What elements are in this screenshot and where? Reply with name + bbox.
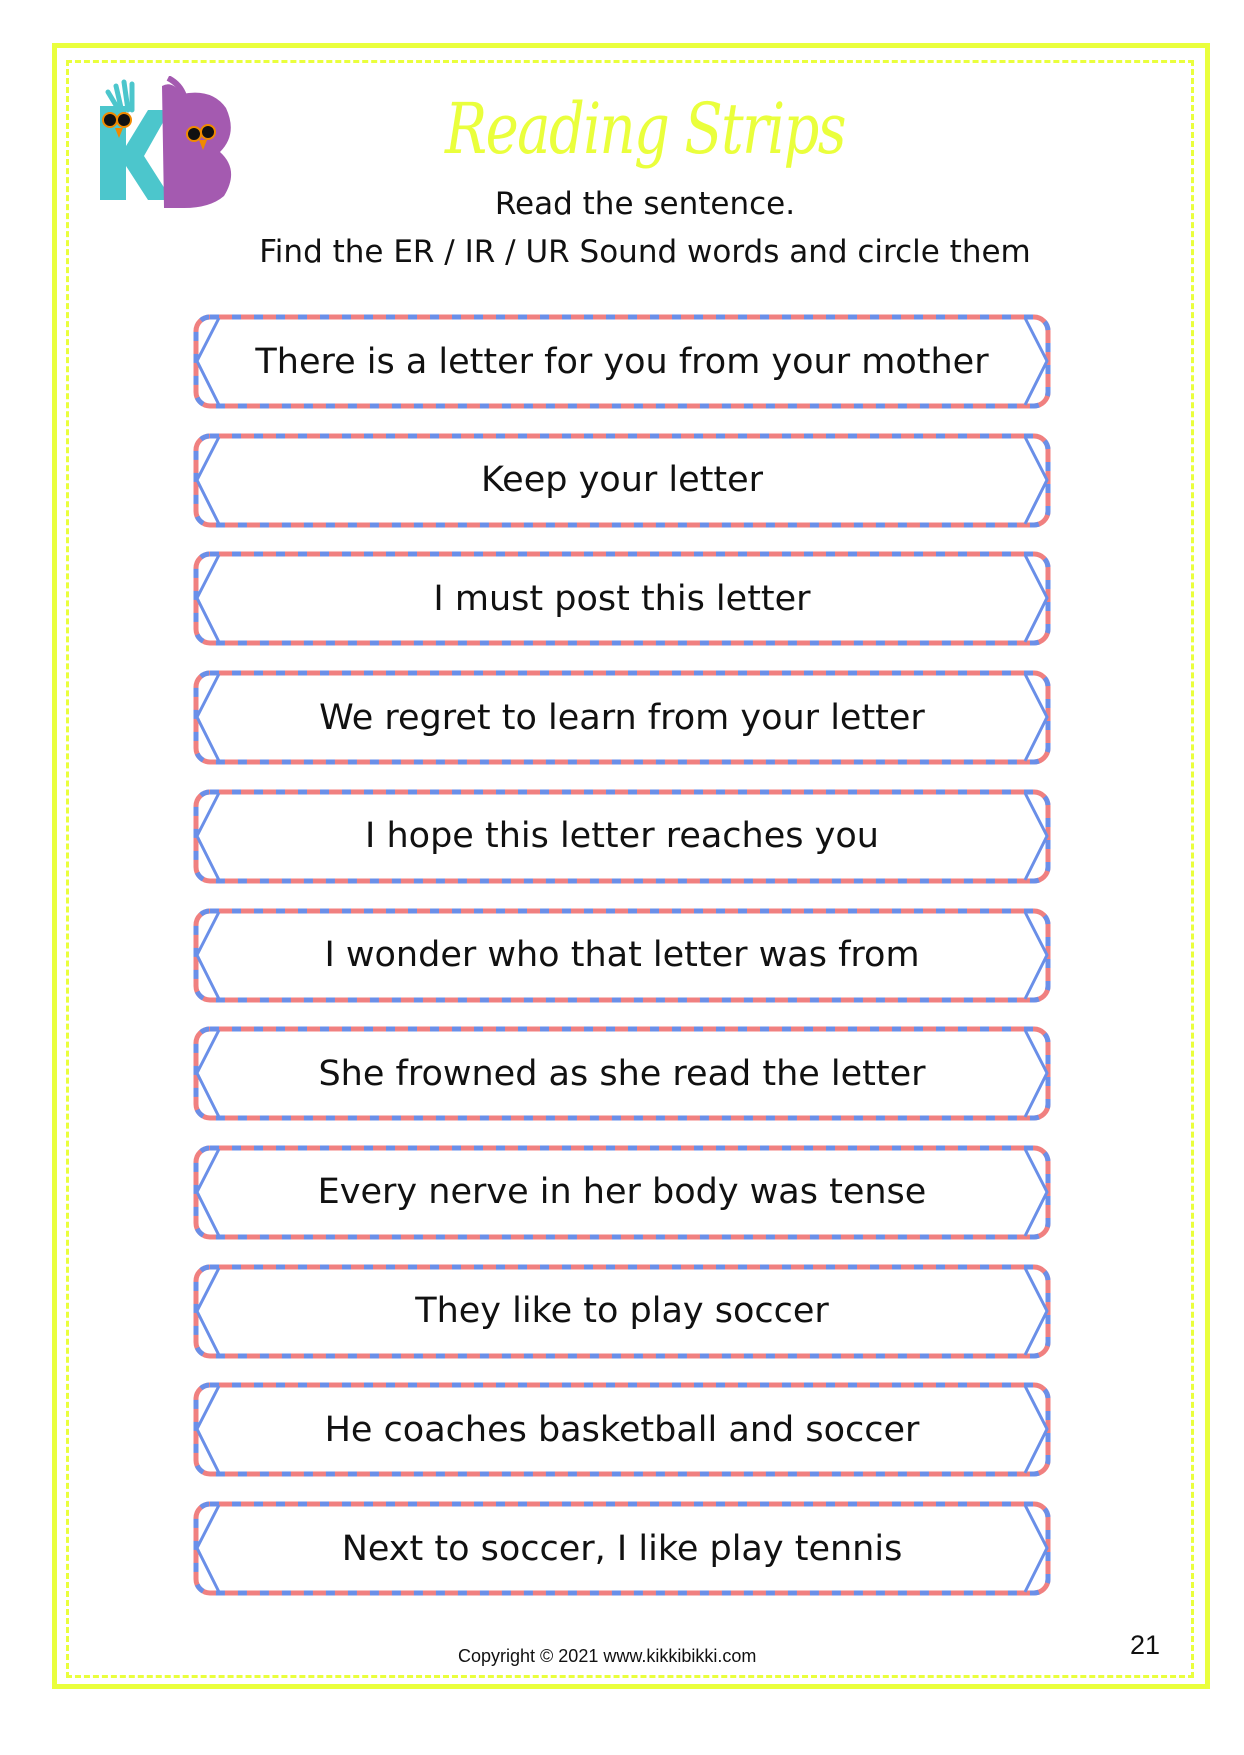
strip-sentence: I must post this letter (433, 578, 811, 619)
strip-sentence: We regret to learn from your letter (319, 697, 925, 738)
reading-strip (193, 1501, 1051, 1596)
page-number: 21 (1130, 1630, 1161, 1660)
reading-strip (193, 908, 1051, 1003)
strip-sentence: I wonder who that letter was from (324, 935, 920, 975)
reading-strip (193, 789, 1051, 884)
reading-strip (193, 551, 1051, 646)
instruction-find: Find the ER / IR / UR Sound words and circle them (259, 234, 1031, 270)
strip-sentence: There is a letter for you from your mother (255, 341, 989, 382)
reading-strip (193, 1026, 1051, 1121)
strip-sentence: She frowned as she read the letter (318, 1053, 926, 1094)
reading-strip (193, 670, 1051, 765)
reading-strip (193, 1382, 1051, 1477)
reading-strip (193, 1264, 1051, 1359)
instruction-read: Read the sentence. (494, 186, 796, 222)
copyright-text: Copyright © 2021 www.kikkibikki.com (458, 1646, 757, 1666)
worksheet-title: Reading Strips (445, 88, 845, 170)
strip-sentence: Keep your letter (480, 460, 764, 501)
reading-strip (193, 314, 1051, 409)
reading-strip (193, 1145, 1051, 1240)
reading-strip (193, 433, 1051, 528)
strip-sentence: He coaches basketball and soccer (324, 1409, 920, 1450)
strip-sentence: Every nerve in her body was tense (317, 1172, 927, 1213)
strip-sentence: I hope this letter reaches you (365, 816, 879, 857)
strip-sentence: They like to play soccer (415, 1291, 829, 1332)
strip-sentence: Next to soccer, I like play tennis (341, 1528, 903, 1569)
